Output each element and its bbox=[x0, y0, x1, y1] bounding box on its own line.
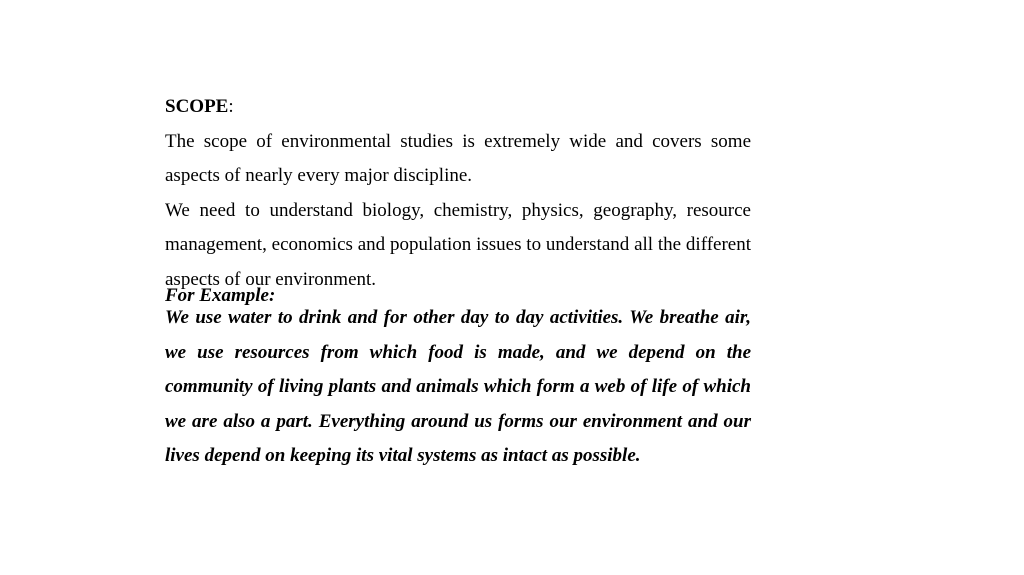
scope-heading-line bbox=[165, 90, 751, 125]
example-block bbox=[165, 285, 751, 474]
scope-paragraph-2: We need to understand biology, chemistry, physics, geography, resource management, economics and population issues to understand all the different aspects of our environment. bbox=[165, 199, 751, 290]
scope-paragraph-1: The scope of environmental studies is extremely wide and covers some aspects of nearly every major discipline. bbox=[165, 130, 751, 186]
example-text: We use water to drink and for other day to day activities. We breathe air, we use resources from which food is made, and we depend on the community of living plants and animals which form a web of life of which we are also a part. Everything around us forms our environment and our lives depend on keeping its vital systems as intact as possible. bbox=[165, 307, 751, 466]
example-heading: For Example: bbox=[165, 285, 276, 306]
slide-content bbox=[165, 90, 751, 474]
scope-heading: SCOPE bbox=[165, 96, 229, 117]
scope-heading-colon: : bbox=[228, 96, 234, 117]
